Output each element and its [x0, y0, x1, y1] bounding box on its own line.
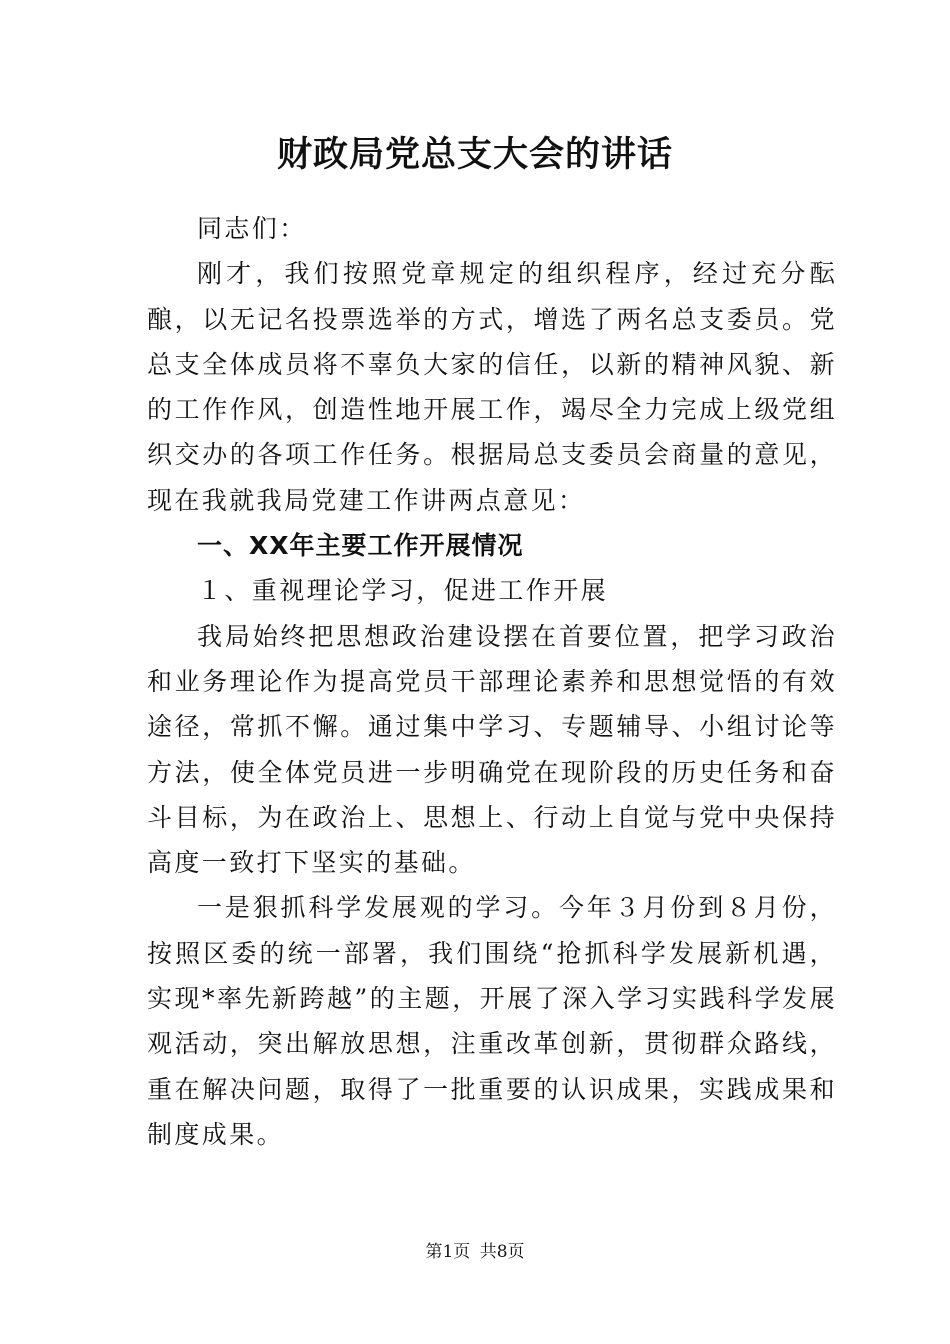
- subsection-heading: １、重视理论学习，促进工作开展: [197, 576, 609, 606]
- page-number: 第1页: [425, 1242, 471, 1262]
- body-paragraph: 我局始终把思想政治建设摆在首要位置，把学习政治和业务理论作为提高党员干部理论素养和思想觉悟的有效途径，常抓不懈。通过集中学习、专题辅导、小组讨论等方法，使全体党员进一步明确党在现阶段的历史任务和奋斗目标，为在政治上、思想上、行动上自觉与党中央保持高度一致打下坚实的基础。: [147, 621, 837, 878]
- salutation: 同志们：: [197, 214, 307, 243]
- page-footer: [0, 1240, 950, 1264]
- document-title: 财政局党总支大会的讲话: [276, 134, 673, 175]
- document-body: [147, 206, 837, 1157]
- page-total: 共8页: [479, 1242, 525, 1262]
- section-heading: 一、XX年主要工作开展情况: [197, 531, 524, 561]
- body-paragraph: 刚才，我们按照党章规定的组织程序，经过充分酝酿，以无记名投票选举的方式，增选了两名总支委员。党总支全体成员将不辜负大家的信任，以新的精神风貌、新的工作作风，创造性地开展工作，竭尽全力完成上级党组织交办的各项工作任务。根据局总支委员会商量的意见，现在我就我局党建工作讲两点意见：: [147, 259, 837, 515]
- body-paragraph: 一是狠抓科学发展观的学习。今年３月份到８月份，按照区委的统一部署，我们围绕“抢抓科学发展新机遇，实现*率先新跨越”的主题，开展了深入学习实践科学发展观活动，突出解放思想，注重改革创新，贯彻群众路线，重在解决问题，取得了一批重要的认识成果，实践成果和制度成果。: [147, 893, 837, 1149]
